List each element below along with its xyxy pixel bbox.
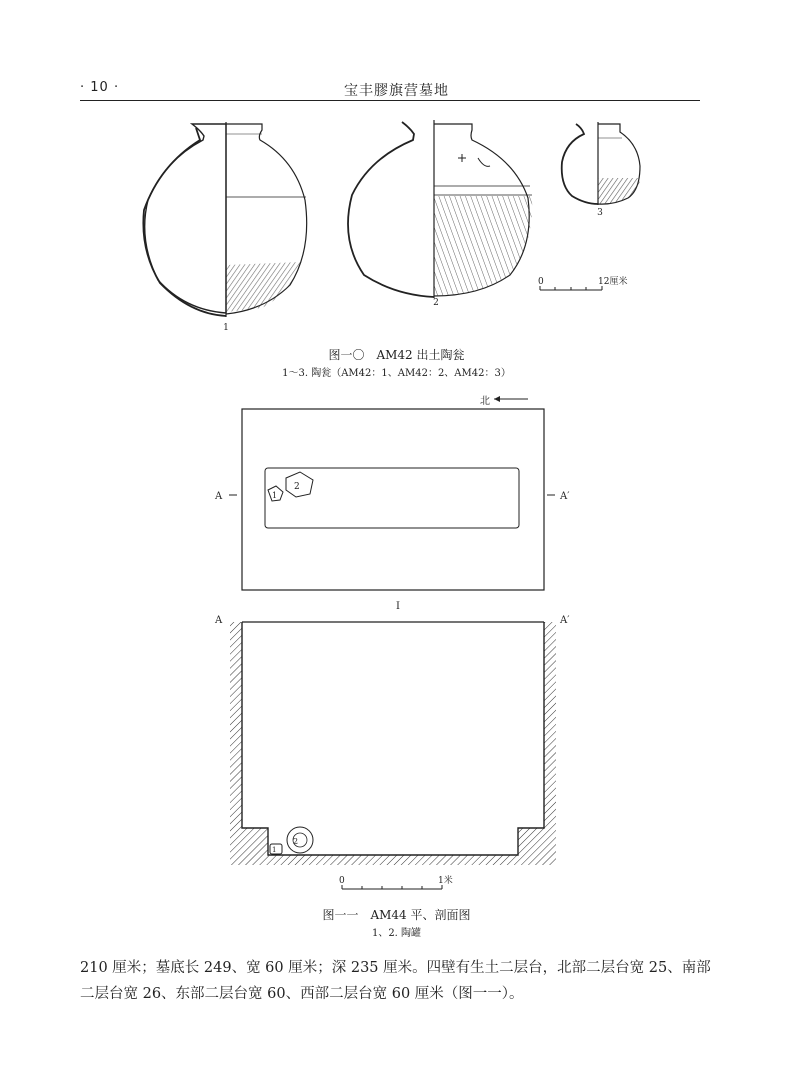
scale-zero: 0 xyxy=(538,277,544,287)
north-arrow xyxy=(480,395,528,407)
scale-bar-1m xyxy=(339,874,453,889)
section-mark-a-plan: A xyxy=(215,491,223,502)
vessel-label-3: 3 xyxy=(597,208,603,218)
running-title: 宝丰膠旗营墓地 xyxy=(344,83,449,99)
vessel-3 xyxy=(562,122,640,205)
figure-10-vessels xyxy=(0,108,793,338)
figure-11-subcaption: 1、2. 陶罐 xyxy=(371,928,422,939)
vessel-label-1: 1 xyxy=(223,323,229,333)
section-item-1: 1 xyxy=(272,846,277,854)
plan-item-1: 1 xyxy=(272,491,278,500)
north-label: 北 xyxy=(480,396,490,407)
body-text-line-2: 二层台宽 26、东部二层台宽 60、西部二层台宽 60 厘米（图一一）。 xyxy=(80,986,524,1002)
section-mark-a-prime-plan: A′ xyxy=(560,491,570,502)
plan-view xyxy=(214,409,570,612)
scale-end-1m: 1米 xyxy=(438,876,453,886)
figure-10-caption: 图一〇 AM42 出土陶瓮 xyxy=(328,348,465,362)
plan-item-2: 2 xyxy=(294,482,300,492)
section-view xyxy=(214,615,570,865)
page-number: · 10 · xyxy=(80,80,120,95)
section-item-2: 2 xyxy=(293,837,299,846)
section-mark-a-prime: A′ xyxy=(560,615,570,626)
vessel-label-2: 2 xyxy=(433,298,439,308)
section-mark-a: A xyxy=(215,615,223,626)
plan-divider: I xyxy=(396,601,400,612)
scale-end: 12厘米 xyxy=(598,277,628,287)
scale-bar-12cm xyxy=(538,275,627,290)
figure-10-subcaption: 1～3. 陶瓮（AM42：1、AM42：2、AM42：3） xyxy=(282,368,511,379)
body-text-line-1: 210 厘米；墓底长 249、宽 60 厘米；深 235 厘米。四壁有生土二层台，北部二层台宽 25、南部 xyxy=(80,960,711,976)
header-rule xyxy=(80,100,700,101)
figure-11-caption: 图一一 AM44 平、剖面图 xyxy=(322,908,471,922)
vessel-1 xyxy=(143,122,306,317)
figure-11-plan-section xyxy=(0,390,793,890)
scale-zero-1m: 0 xyxy=(339,876,345,886)
vessel-2 xyxy=(348,120,532,298)
